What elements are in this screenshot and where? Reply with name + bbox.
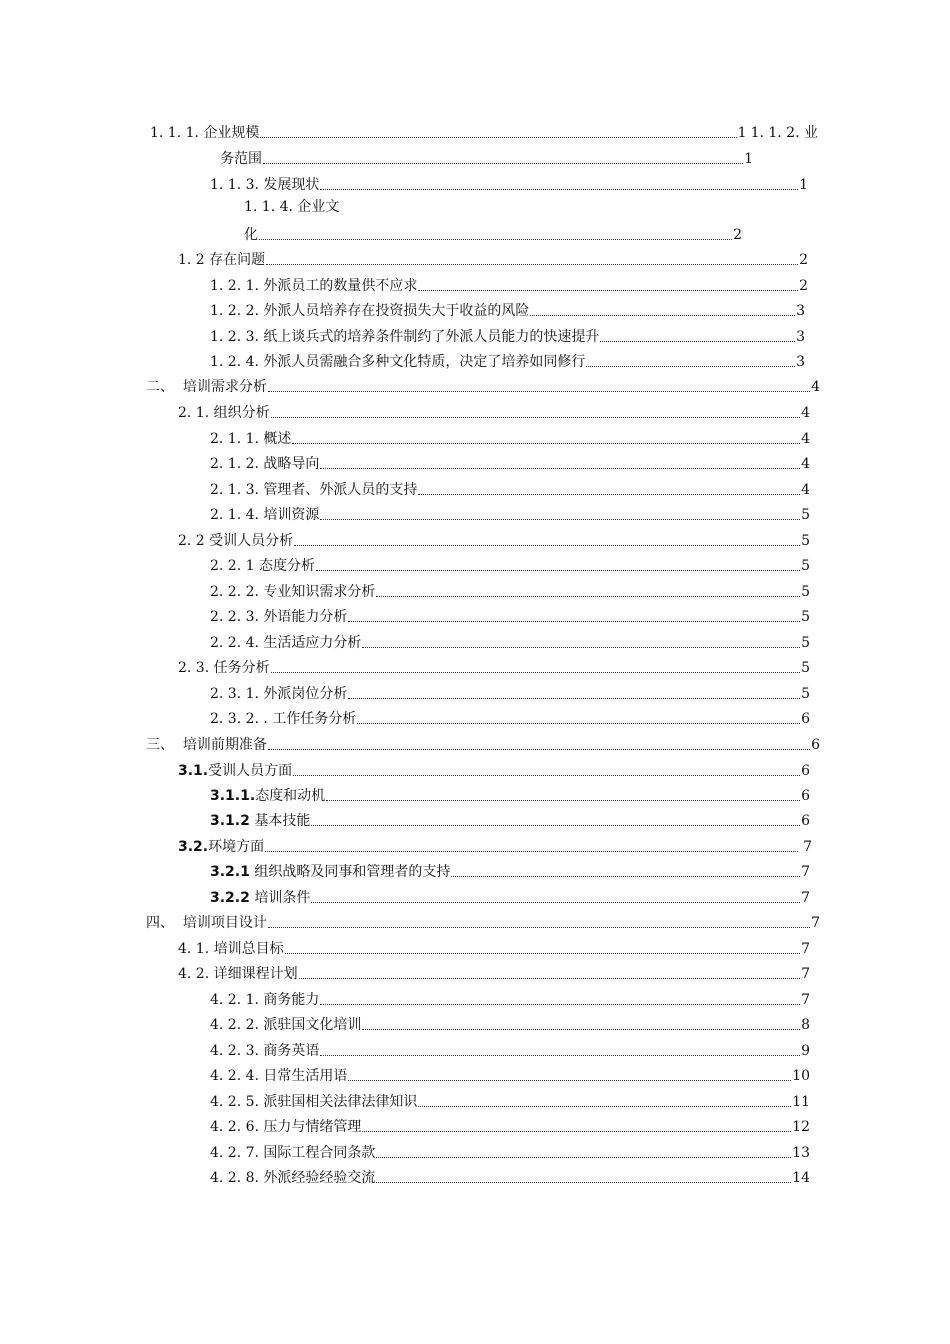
toc-entry-number: 3.2.1 xyxy=(210,864,250,880)
toc-entry-page: 14 xyxy=(792,1170,810,1186)
toc-entry-label: 2. 1. 3. 管理者、外派人员的支持 xyxy=(210,482,418,498)
toc-entry-label: 1. 1. 1. 企业规模 xyxy=(150,125,260,141)
toc-entry-page: 2 xyxy=(799,252,808,268)
toc-entry[interactable] xyxy=(178,247,808,269)
toc-entry-label: 2. 3. 1. 外派岗位分析 xyxy=(210,686,348,702)
toc-entry-page: 4 xyxy=(801,482,810,498)
toc-entry-page: 6 xyxy=(811,737,820,753)
toc-entry[interactable] xyxy=(210,1038,810,1060)
toc-leader xyxy=(348,1080,791,1081)
toc-entry-label: 4. 2. 8. 外派经验经验交流 xyxy=(210,1170,376,1186)
toc-entry-page: 9 xyxy=(801,1043,810,1059)
toc-entry-page: 6 xyxy=(801,763,810,779)
toc-entry-label: 2. 2. 4. 生活适应力分析 xyxy=(210,635,362,651)
toc-entry[interactable] xyxy=(146,732,820,754)
toc-entry[interactable] xyxy=(210,553,810,575)
toc-entry-page: 5 xyxy=(801,609,810,625)
toc-entry-label: 4. 2. 2. 派驻国文化培训 xyxy=(210,1017,362,1033)
toc-entry[interactable] xyxy=(210,172,808,194)
toc-entry[interactable] xyxy=(210,502,810,524)
toc-leader xyxy=(320,468,800,469)
toc-entry-number: 3.1. xyxy=(178,763,209,779)
toc-leader xyxy=(362,1131,791,1132)
toc-entry[interactable] xyxy=(210,859,810,881)
toc-leader xyxy=(268,749,810,750)
toc-entry-page: 8 xyxy=(801,1017,810,1033)
toc-entry[interactable] xyxy=(146,910,820,932)
toc-entry[interactable] xyxy=(210,987,810,1009)
toc-entry-label: 1. 1. 2. 业 xyxy=(750,125,818,141)
toc-entry-label: 4. 2. 1. 商务能力 xyxy=(210,992,320,1008)
toc-entry-label: 化 xyxy=(244,227,258,243)
toc-entry-page: 5 xyxy=(801,635,810,651)
toc-leader xyxy=(265,851,798,852)
toc-entry-page: 6 xyxy=(801,788,810,804)
toc-entry[interactable] xyxy=(210,451,810,473)
toc-entry-label: 2. 2. 1 态度分析 xyxy=(210,558,315,574)
toc-leader xyxy=(294,545,800,546)
toc-entry-label: 2. 2. 3. 外语能力分析 xyxy=(210,609,348,625)
toc-entry-number: 3.1.1. xyxy=(210,788,256,804)
toc-entry[interactable] xyxy=(178,400,810,422)
toc-entry-page: 4 xyxy=(801,456,810,472)
toc-leader xyxy=(362,647,800,648)
toc-entry-page: 7 xyxy=(801,890,810,906)
toc-entry-page: 1 xyxy=(737,125,747,141)
toc-leader xyxy=(326,800,800,801)
toc-entry-label: 2. 3. 任务分析 xyxy=(178,660,270,676)
toc-entry-label: 4. 2. 5. 派驻国相关法律法律知识 xyxy=(210,1094,418,1110)
toc-entry-page: 11 xyxy=(792,1094,810,1110)
toc-entry[interactable] xyxy=(178,528,810,550)
toc-leader xyxy=(268,927,810,928)
toc-entry-label: 2. 1. 4. 培训资源 xyxy=(210,507,320,523)
toc-entry[interactable] xyxy=(178,655,810,677)
toc-entry-label: 受训人员方面 xyxy=(208,763,293,779)
toc-leader xyxy=(348,698,800,699)
toc-entry-page: 3 xyxy=(796,354,805,370)
toc-entry-page: 5 xyxy=(801,584,810,600)
toc-entry[interactable] xyxy=(210,426,810,448)
toc-entry-label: 1. 2 存在问题 xyxy=(178,252,266,268)
toc-entry-page: 6 xyxy=(801,813,810,829)
toc-entry[interactable] xyxy=(210,1012,810,1034)
toc-entry-label: 1. 2. 3. 纸上谈兵式的培养条件制约了外派人员能力的快速提升 xyxy=(210,329,600,345)
toc-entry-label: 2. 1. 1. 概述 xyxy=(210,431,292,447)
toc-entry-page: 6 xyxy=(801,711,810,727)
toc-entry-page: 7 xyxy=(801,992,810,1008)
toc-entry-number: 3.2. xyxy=(178,839,209,855)
toc-entry-number: 3.2.2 xyxy=(210,890,250,906)
toc-leader xyxy=(600,341,795,342)
toc-leader xyxy=(320,1004,800,1005)
toc-leader xyxy=(316,570,800,571)
toc-entry-page: 10 xyxy=(792,1068,810,1084)
toc-entry-label: 二、 培训需求分析 xyxy=(146,379,267,395)
toc-leader xyxy=(271,417,800,418)
toc-entry-page: 7 xyxy=(801,966,810,982)
toc-entry-label: 环境方面 xyxy=(208,839,265,855)
toc-entry-label: 4. 2. 详细课程计划 xyxy=(178,966,298,982)
toc-entry-page: 5 xyxy=(801,507,810,523)
toc-leader xyxy=(586,366,795,367)
toc-entry-label: 培训条件 xyxy=(249,890,311,906)
toc-entry-label: 4. 2. 4. 日常生活用语 xyxy=(210,1068,348,1084)
toc-entry[interactable] xyxy=(210,1114,810,1136)
toc-entry-page: 13 xyxy=(792,1145,810,1161)
toc-entry[interactable] xyxy=(210,298,805,320)
toc-entry-label: 1. 2. 2. 外派人员培养存在投资损失大于收益的风险 xyxy=(210,303,530,319)
toc-leader xyxy=(530,315,795,316)
toc-entry-label: 基本技能 xyxy=(249,813,311,829)
toc-entry[interactable] xyxy=(210,1089,810,1111)
toc-leader xyxy=(292,443,800,444)
toc-entry[interactable] xyxy=(146,374,820,396)
toc-entry[interactable] xyxy=(210,477,810,499)
toc-entry-page: 4 xyxy=(801,431,810,447)
toc-entry[interactable] xyxy=(210,324,805,346)
toc-leader xyxy=(266,264,798,265)
toc-entry-label: 组织战略及同事和管理者的支持 xyxy=(249,864,451,880)
toc-entry-label: 1. 1. 3. 发展现状 xyxy=(210,177,320,193)
toc-entry[interactable] xyxy=(178,961,810,983)
toc-entry[interactable] xyxy=(210,706,810,728)
toc-leader xyxy=(299,978,800,979)
toc-entry-label: 2. 2 受训人员分析 xyxy=(178,533,294,549)
toc-entry-number: 3.1.2 xyxy=(210,813,250,829)
toc-entry-page: 7 xyxy=(801,864,810,880)
toc-leader xyxy=(260,137,736,138)
toc-entry[interactable] xyxy=(150,120,818,142)
toc-leader xyxy=(451,876,800,877)
toc-entry[interactable] xyxy=(210,349,805,371)
toc-entry[interactable] xyxy=(210,273,808,295)
toc-entry-label: 三、 培训前期准备 xyxy=(146,737,267,753)
toc-entry-label: 4. 2. 7. 国际工程合同条款 xyxy=(210,1145,376,1161)
toc-entry-label: 4. 2. 6. 压力与情绪管理 xyxy=(210,1119,362,1135)
toc-entry-page: 5 xyxy=(801,533,810,549)
toc-entry[interactable] xyxy=(210,808,810,830)
toc-entry-page: 5 xyxy=(801,686,810,702)
toc-leader xyxy=(376,1182,791,1183)
toc-leader xyxy=(357,723,800,724)
toc-entry-page: 7 xyxy=(811,915,820,931)
toc-leader xyxy=(320,519,800,520)
toc-leader xyxy=(320,1055,800,1056)
toc-entry[interactable] xyxy=(244,222,742,244)
toc-entry-page: 4 xyxy=(811,379,820,395)
toc-entry[interactable] xyxy=(178,758,810,780)
toc-entry[interactable] xyxy=(178,834,812,856)
toc-entry-label: 务范围 xyxy=(220,151,262,167)
toc-leader xyxy=(376,596,800,597)
toc-entry-page: 1 xyxy=(799,177,808,193)
toc-entry-page: 5 xyxy=(801,660,810,676)
toc-entry-label: 四、 培训项目设计 xyxy=(146,915,267,931)
toc-entry-label: 2. 2. 2. 专业知识需求分析 xyxy=(210,584,376,600)
toc-entry[interactable] xyxy=(210,1165,810,1187)
toc-leader xyxy=(271,672,800,673)
toc-entry-page: 12 xyxy=(792,1119,810,1135)
toc-entry[interactable] xyxy=(220,146,753,168)
toc-leader xyxy=(293,775,800,776)
toc-leader xyxy=(376,1157,791,1158)
toc-entry-page: 2 xyxy=(799,278,808,294)
toc-entry-label: 2. 1. 2. 战略导向 xyxy=(210,456,320,472)
toc-leader xyxy=(418,494,800,495)
toc-entry[interactable] xyxy=(210,630,810,652)
toc-leader xyxy=(418,290,798,291)
toc-leader xyxy=(362,1029,800,1030)
toc-entry-label: 4. 2. 3. 商务英语 xyxy=(210,1043,320,1059)
toc-entry-label: 1. 2. 1. 外派员工的数量供不应求 xyxy=(210,278,418,294)
toc-entry-page: 3 xyxy=(796,329,805,345)
toc-entry-label: 态度和动机 xyxy=(255,788,326,804)
toc-entry[interactable] xyxy=(210,1140,810,1162)
toc-entry-page: 5 xyxy=(801,558,810,574)
toc-entry-page: 2 xyxy=(733,227,742,243)
toc-leader xyxy=(268,391,810,392)
toc-leader xyxy=(263,163,743,164)
toc-entry-page: 4 xyxy=(801,405,810,421)
toc-leader xyxy=(348,621,800,622)
toc-leader xyxy=(320,189,798,190)
toc-leader xyxy=(285,953,800,954)
toc-leader xyxy=(259,239,732,240)
toc-entry[interactable] xyxy=(210,885,810,907)
toc-entry-label: 2. 3. 2. . 工作任务分析 xyxy=(210,711,357,727)
toc-entry-page: 7 xyxy=(801,941,810,957)
toc-entry-label: 2. 1. 组织分析 xyxy=(178,405,270,421)
toc-entry-label: 4. 1. 培训总目标 xyxy=(178,941,284,957)
toc-entry[interactable] xyxy=(210,579,810,601)
toc-entry-page: 1 xyxy=(744,151,753,167)
toc-leader xyxy=(418,1106,791,1107)
toc-entry-label: 1. 2. 4. 外派人员需融合多种文化特质，决定了培养如同修行 xyxy=(210,354,586,370)
toc-entry[interactable] xyxy=(210,681,810,703)
toc-leader xyxy=(311,825,800,826)
toc-entry-page: 7 xyxy=(798,839,812,855)
toc-entry[interactable] xyxy=(210,604,810,626)
toc-entry[interactable] xyxy=(210,783,810,805)
toc-leader xyxy=(311,902,800,903)
toc-entry-label[interactable]: 1. 1. 4. 企业文 xyxy=(244,199,340,215)
toc-entry[interactable] xyxy=(178,936,810,958)
toc-entry-page: 3 xyxy=(796,303,805,319)
toc-entry[interactable] xyxy=(210,1063,810,1085)
